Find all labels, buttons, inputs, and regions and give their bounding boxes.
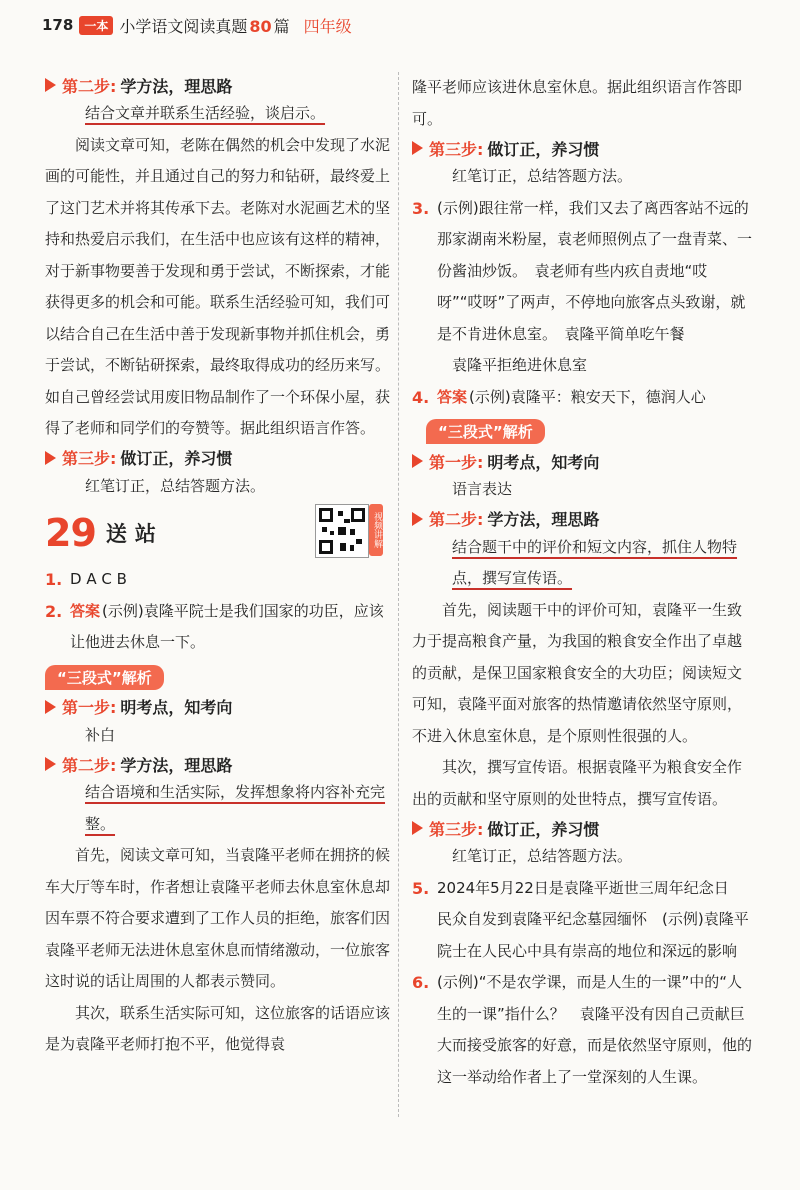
analysis-paragraph: 阅读文章可知，老陈在偶然的机会中发现了水泥画的可能性，并且通过自己的努力和钻研，最终爱上了这门艺术并将其传承下去。老陈对水泥画艺术的坚持和热爱启示我们，在生活中也应该有这样的精神，对于新事物要善于发现和勇于尝试，不断探索，才能获得更多的机会和可能。联系生活经验可知，我们可以结合自己在生活中善于发现新事物并抓住机会，勇于尝试，不断钻研探索，最终取得成功的经历来写。如自己曾经尝试用废旧物品制作了一个环保小屋，获得了老师和同学们的夸赞等。据此组织语言作答。 xyxy=(45,135,391,437)
analysis-paragraph: 其次，联系生活实际可知，这位旅客的话语应该是为袁隆平老师打抱不平，他觉得袁 xyxy=(45,1003,391,1053)
right-column xyxy=(412,72,752,1093)
step-three-heading: 第三步: 做订正，养习惯 xyxy=(45,445,390,471)
method-note: 结合文章并联系生活经验，谈启示。 xyxy=(85,104,326,122)
section-heading xyxy=(45,502,390,564)
section-number: 29 xyxy=(45,511,96,555)
step-one-heading: 第一步: 明考点，知考向 xyxy=(45,694,390,720)
step-three-content: 红笔订正，总结答题方法。 xyxy=(85,476,266,495)
arrow-right-icon xyxy=(45,451,56,465)
left-column xyxy=(45,72,390,1061)
analysis-paragraph: 首先，阅读题干中的评价可知，袁隆平一生致力于提高粮食产量，为我国的粮食安全作出了卓越的贡献，是保卫国家粮食安全的大功臣；阅读短文可知，袁隆平面对旅客的热情邀请依然坚守原则，不进入休息室休息，是个原则性很强的人。 xyxy=(412,600,743,745)
method-note: 结合题干中的评价和短文内容，抓住人物特点，撰写宣传语。 xyxy=(452,537,738,587)
video-tag[interactable]: 视频讲解 xyxy=(369,504,383,556)
step-two-heading: 第二步: 学方法，理思路 xyxy=(412,506,752,532)
page-header xyxy=(42,10,352,40)
three-part-badge: “三段式”解析 xyxy=(45,665,164,690)
step-three-heading: 第三步: 做订正，养习惯 xyxy=(412,815,752,841)
answer-item-3-extra: 袁隆平拒绝进休息室 xyxy=(452,356,588,374)
answer-item-4: 4. 答案 (示例)袁隆平：粮安天下，德润人心 xyxy=(412,387,706,407)
three-part-badge: “三段式”解析 xyxy=(426,419,545,444)
step-one-content: 语言表达 xyxy=(452,480,513,498)
qr-code-icon[interactable] xyxy=(315,504,369,558)
step-two-heading: 第二步: 学方法，理思路 xyxy=(45,72,390,98)
step-three-content: 红笔订正，总结答题方法。 xyxy=(452,167,633,185)
arrow-right-icon xyxy=(45,700,56,714)
step-three-content: 红笔订正，总结答题方法。 xyxy=(452,847,633,865)
step-one-heading: 第一步: 明考点，知考向 xyxy=(412,448,752,474)
analysis-paragraph: 其次，撰写宣传语。根据袁隆平为粮食安全作出的贡献和坚守原则的处世特点，撰写宣传语。 xyxy=(412,758,743,808)
page-number: 178 xyxy=(42,16,74,34)
arrow-right-icon xyxy=(412,512,423,526)
arrow-right-icon xyxy=(412,821,423,835)
arrow-right-icon xyxy=(412,454,423,468)
arrow-right-icon xyxy=(412,141,423,155)
column-divider xyxy=(398,72,399,1117)
brand-logo: 一本 xyxy=(79,16,113,35)
answer-item-6: 6. (示例)“不是农学课，而是人生的一课”中的“人生的一课”指什么？ 袁隆平没有因自己贡献巨大而接受旅客的好意，而是依然坚守原则，他的这一举动给作者上了一堂深刻的人生课。 xyxy=(412,973,753,1086)
arrow-right-icon xyxy=(45,78,56,92)
step-three-heading: 第三步: 做订正，养习惯 xyxy=(412,135,752,161)
arrow-right-icon xyxy=(45,757,56,771)
answer-item-5: 5. 2024年5月22日是袁隆平逝世三周年纪念日 民众自发到袁隆平纪念墓园缅怀 (示例)袁隆平院士在人民心中具有崇高的地位和深远的影响 xyxy=(412,878,749,960)
continued-paragraph: 隆平老师应该进休息室休息。据此组织语言作答即可。 xyxy=(412,78,743,128)
answer-item-2: 2. 答案 (示例)袁隆平院士是我们国家的功臣，应该让他进去休息一下。 xyxy=(45,601,384,651)
answer-item-1: 1. D A C B xyxy=(45,570,127,589)
step-one-content: 补白 xyxy=(85,725,116,744)
answer-item-3: 3. (示例)跟往常一样，我们又去了离西客站不远的那家湖南米粉屋，袁老师照例点了一盘青菜、一份酱油炒饭。 袁老师有些内疚自责地“哎呀”“哎呀”了两声，不停地向旅客点头致谢，就是不肯进休息室。 袁隆平简单吃午餐 xyxy=(412,198,753,343)
grade-label: 四年级 xyxy=(303,16,352,36)
book-title: 小学语文阅读真题 80 篇 xyxy=(119,16,290,36)
method-note: 结合语境和生活实际，发挥想象将内容补充完整。 xyxy=(85,783,386,833)
section-title: 送站 xyxy=(105,522,164,546)
step-two-heading: 第二步: 学方法，理思路 xyxy=(45,751,390,777)
analysis-paragraph: 首先，阅读文章可知，当袁隆平老师在拥挤的候车大厅等车时，作者想让袁隆平老师去休息室休息却因车票不符合要求遭到了工作人员的拒绝，旅客们因袁隆平老师无法进休息室休息而情绪激动，一位旅客这时说的话让周围的人都表示赞同。 xyxy=(45,846,391,990)
